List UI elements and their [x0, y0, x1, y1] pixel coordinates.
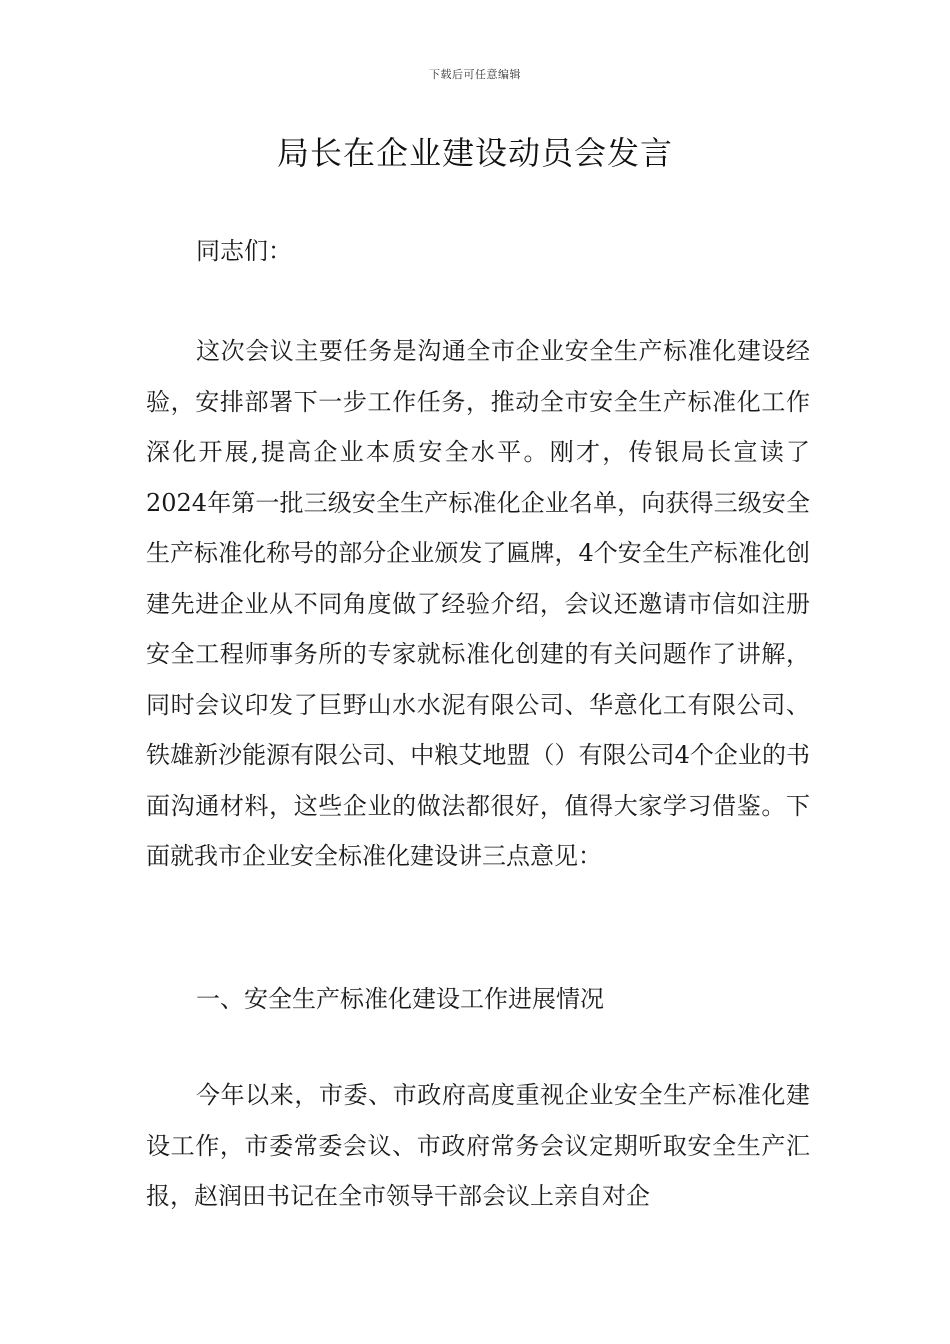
section-heading-1: 一、安全生产标准化建设工作进展情况 [196, 985, 604, 1013]
salutation: 同志们： [196, 237, 292, 265]
body-paragraph-1: 这次会议主要任务是沟通全市企业安全生产标准化建设经验，安排部署下一步工作任务，推动全市安全生产标准化工作深化开展,提高企业本质安全水平。刚才，传银局长宣读了2024年第一批三级安全生产标准化企业名单，向获得三级安全生产标准化称号的部分企业颁发了匾牌，4个安全生产标准化创建先进企业从不同角度做了经验介绍，会议还邀请市信如注册安全工程师事务所的专家就标准化创建的有关问题作了讲解，同时会议印发了巨野山水水泥有限公司、华意化工有限公司、铁雄新沙能源有限公司、中粮艾地盟（）有限公司4个企业的书面沟通材料，这些企业的做法都很好，值得大家学习借鉴。下面就我市企业安全标准化建设讲三点意见： [146, 337, 810, 870]
header-note: 下载后可任意编辑 [429, 68, 521, 81]
body-paragraph-2: 今年以来，市委、市政府高度重视企业安全生产标准化建设工作，市委常委会议、市政府常务会议定期听取安全生产汇报，赵润田书记在全市领导干部会议上亲自对企 [146, 1081, 810, 1210]
document-title: 局长在企业建设动员会发言 [276, 134, 673, 172]
